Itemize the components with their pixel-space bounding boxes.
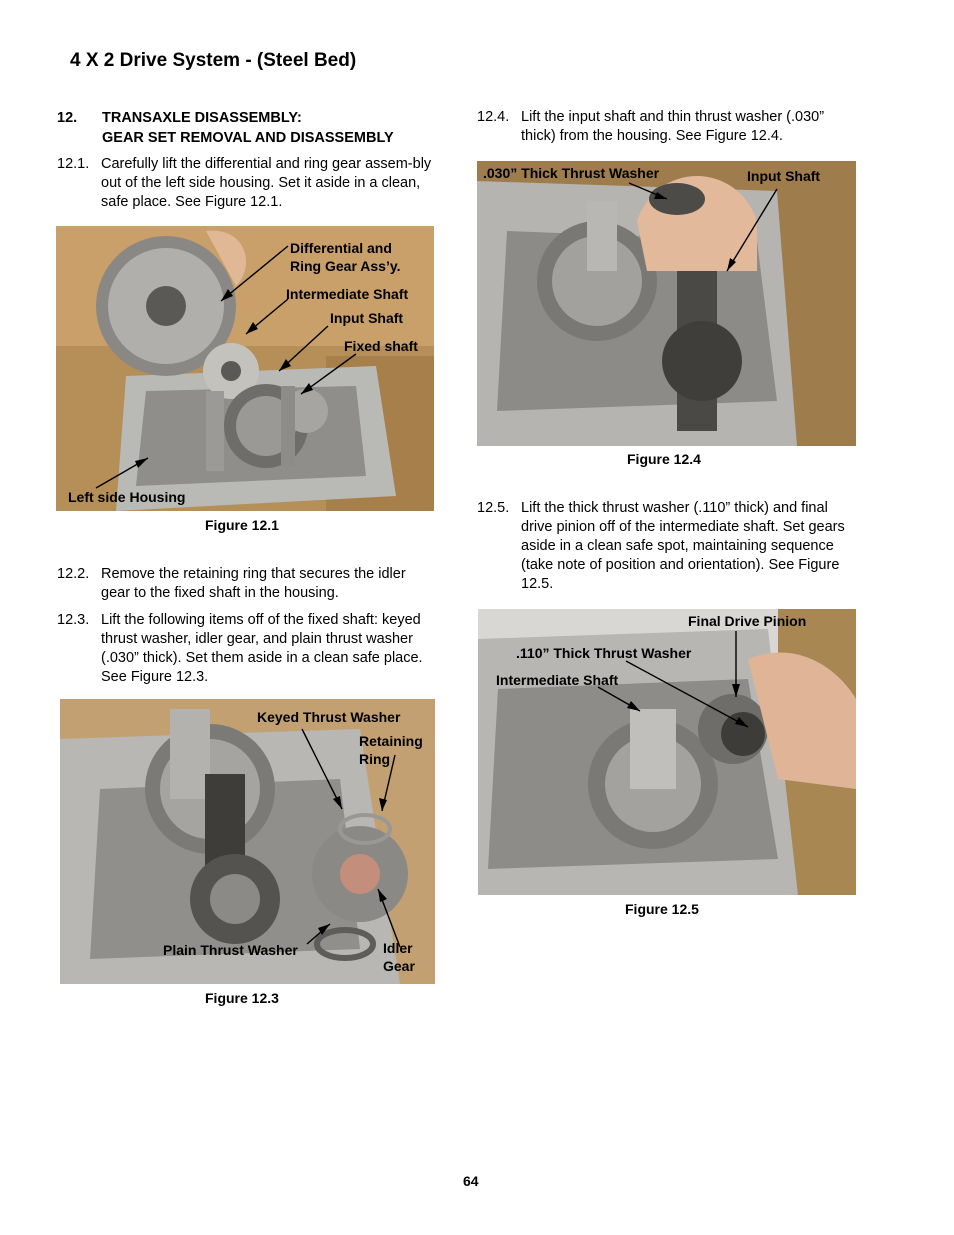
page-title: 4 X 2 Drive System - (Steel Bed) bbox=[70, 50, 357, 71]
step-text: Remove the retaining ring that secures the idler gear to the fixed shaft in the housing. bbox=[101, 566, 406, 601]
page-number: 64 bbox=[463, 1173, 479, 1189]
step-text: Lift the input shaft and thin thrust washer (.030” thick) from the housing. See Figure 12.4. bbox=[521, 109, 825, 144]
step-text: Carefully lift the differential and ring gear assem-bly out of the left side housing. Set it aside in a clean, safe place. See Figure 12.1. bbox=[101, 156, 432, 210]
label-plain-thrust-washer: Plain Thrust Washer bbox=[163, 942, 298, 958]
step-number: 12.2. bbox=[57, 566, 90, 582]
label-left-side-housing: Left side Housing bbox=[68, 489, 186, 505]
section-number: 12. bbox=[57, 110, 78, 126]
label-intermediate-shaft: Intermediate Shaft bbox=[286, 286, 409, 302]
section-title-line2: GEAR SET REMOVAL AND DISASSEMBLY bbox=[102, 130, 394, 146]
caption-figure-12-5: Figure 12.5 bbox=[625, 901, 699, 917]
step-number: 12.3. bbox=[57, 612, 90, 628]
figure-12-4-photo bbox=[477, 161, 856, 446]
figure-12-4 bbox=[477, 161, 856, 446]
step-number: 12.5. bbox=[477, 500, 510, 516]
label-differential: Differential and Ring Gear Ass’y. bbox=[290, 240, 401, 274]
label-intermediate-shaft: Intermediate Shaft bbox=[496, 672, 619, 688]
caption-figure-12-4: Figure 12.4 bbox=[627, 451, 701, 467]
figure-12-5 bbox=[478, 609, 856, 895]
label-fixed-shaft: Fixed shaft bbox=[344, 338, 418, 354]
label-keyed-thrust-washer: Keyed Thrust Washer bbox=[257, 709, 401, 725]
label-idler-gear: Idler Gear bbox=[383, 940, 415, 974]
label-030-thrust-washer: .030” Thick Thrust Washer bbox=[483, 165, 660, 181]
figure-12-1 bbox=[56, 226, 434, 511]
label-final-drive-pinion: Final Drive Pinion bbox=[688, 613, 807, 629]
step-number: 12.4. bbox=[477, 109, 510, 125]
step-text: Lift the thick thrust washer (.110” thick) and final drive pinion off of the intermediate shaft. Set gears aside in a clean safe spot, maintaining sequence (take note of position and orientation). See Figure 12.5. bbox=[521, 500, 845, 592]
label-110-thrust-washer: .110” Thick Thrust Washer bbox=[516, 645, 692, 661]
label-retaining-ring: Retaining Ring bbox=[359, 733, 423, 767]
step-text: Lift the following items off of the fixed shaft: keyed thrust washer, idler gear, and plain thrust washer (.030” thick). Set them aside in a clean safe place. See Figure 12.3. bbox=[101, 612, 423, 685]
caption-figure-12-1: Figure 12.1 bbox=[205, 517, 279, 533]
figure-12-3 bbox=[60, 699, 435, 984]
label-input-shaft: Input Shaft bbox=[330, 310, 404, 326]
step-number: 12.1. bbox=[57, 156, 90, 172]
label-input-shaft: Input Shaft bbox=[747, 168, 821, 184]
caption-figure-12-3: Figure 12.3 bbox=[205, 990, 279, 1006]
section-title-line1: TRANSAXLE DISASSEMBLY: bbox=[102, 110, 302, 126]
section-title bbox=[102, 108, 394, 148]
